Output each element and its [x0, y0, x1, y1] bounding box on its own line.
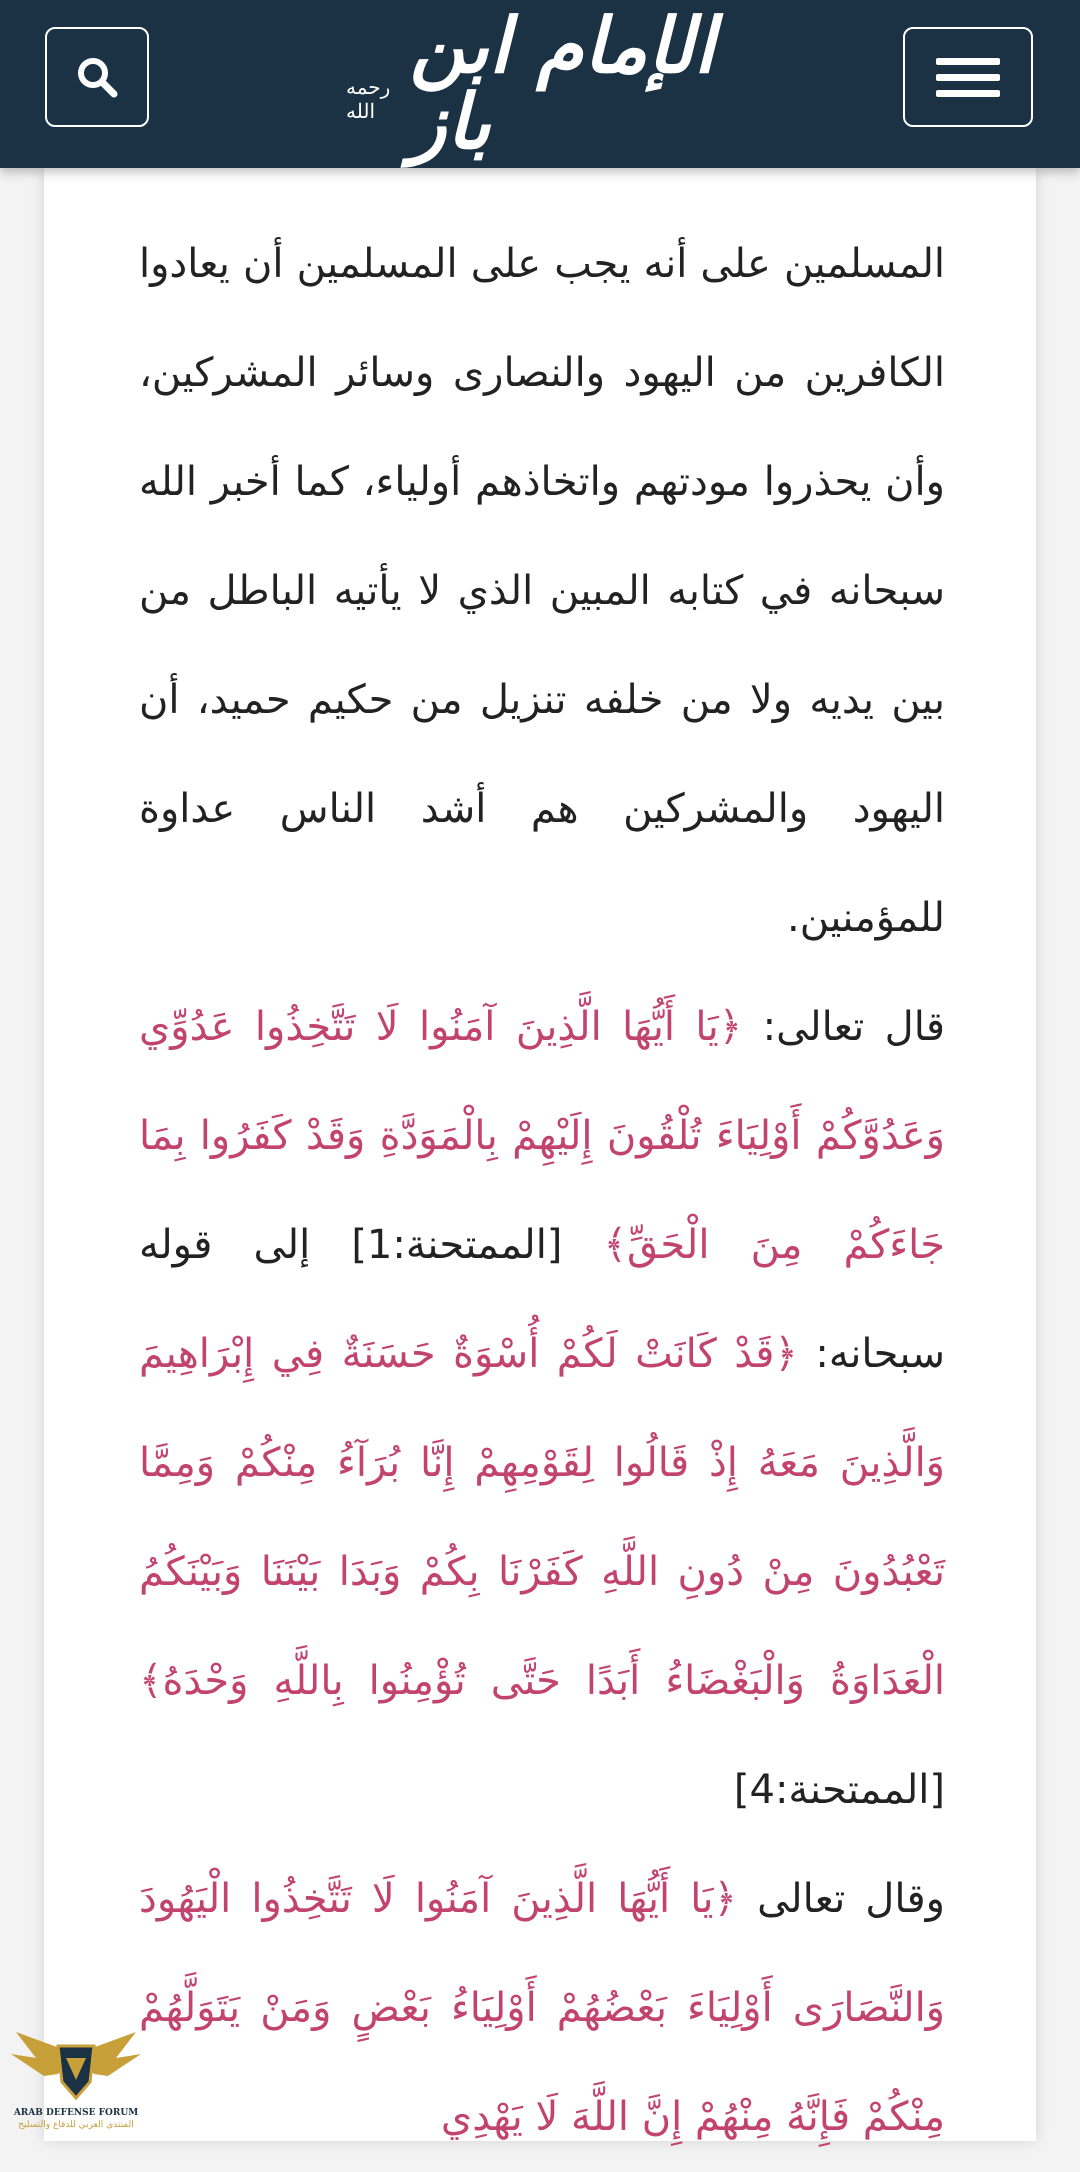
logo-text: الإمام ابن باز: [409, 1, 715, 166]
quran-open-bracket: ﴿: [774, 1331, 798, 1377]
quran-close-bracket: ﴾: [603, 1222, 627, 1268]
quran-verse: يَا أَيُّهَا الَّذِينَ آمَنُوا لَا تَتَّخِذُوا عَدُوِّي وَعَدُوَّكُمْ أَوْلِيَاءَ تُلْقُونَ إِلَيْهِمْ بِالْمَوَدَّةِ وَقَدْ كَفَرُوا بِمَا جَاءَكُمْ مِنَ الْحَقِّ: [139, 1004, 945, 1268]
eagle-emblem-icon: [6, 2024, 146, 2108]
search-icon: [75, 55, 119, 99]
verse-reference: [الممتحنة:4]: [733, 1767, 945, 1813]
quran-verse: قَدْ كَانَتْ لَكُمْ أُسْوَةٌ حَسَنَةٌ فِي إِبْرَاهِيمَ وَالَّذِينَ مَعَهُ إِذْ قَالُوا لِقَوْمِهِمْ إِنَّا بُرَآءُ مِنْكُمْ وَمِمَّا تَعْبُدُونَ مِنْ دُونِ اللَّهِ كَفَرْنَا بِكُمْ وَبَدَا بَيْنَنَا وَبَيْنَكُمُ الْعَدَاوَةُ وَالْبَغْضَاءُ أَبَدًا حَتَّى تُؤْمِنُوا بِاللَّهِ وَحْدَهُ: [139, 1331, 945, 1704]
article-content: [139, 210, 945, 2172]
hamburger-menu-icon: [936, 49, 1000, 106]
search-button[interactable]: [45, 27, 149, 127]
site-logo[interactable]: [340, 1, 740, 166]
top-navigation-bar: [0, 0, 1080, 168]
article-paragraph: [139, 1845, 945, 2172]
verse-reference: [الممتحنة:1]: [310, 1222, 604, 1268]
logo-honorific: رحمه الله: [346, 75, 391, 123]
menu-button[interactable]: [903, 27, 1033, 127]
quran-open-bracket: ﴿: [718, 1004, 743, 1050]
quran-open-bracket: ﴿: [713, 1876, 737, 1922]
quran-close-bracket: ﴾: [139, 1658, 163, 1704]
article-paragraph: المسلمين على أنه يجب على المسلمين أن يعادوا الكافرين من اليهود والنصارى وسائر المشركين، وأن يحذروا مودتهم واتخاذهم أولياء، كما أخبر الله سبحانه في كتابه المبين الذي لا يأتيه الباطل من بين يديه ولا من خلفه تنزيل من حكيم حميد، أن اليهود والمشركين هم أشد الناس عداوة للمؤمنين.: [139, 241, 945, 941]
watermark-title: ARAB DEFENSE FORUM: [13, 2108, 139, 2118]
paragraph-intro: قال تعالى:: [742, 1004, 946, 1050]
paragraph-text: إلى قوله سبحانه:: [139, 1222, 945, 1377]
watermark-subtitle: المنتدى العربي للدفاع والتسليح: [18, 2120, 134, 2130]
article-card: [44, 168, 1036, 2141]
paragraph-intro: وقال تعالى: [736, 1876, 945, 1922]
article-paragraph: [139, 973, 945, 1845]
forum-watermark: [6, 2024, 146, 2136]
quran-verse: يَا أَيُّهَا الَّذِينَ آمَنُوا لَا تَتَّخِذُوا الْيَهُودَ وَالنَّصَارَى أَوْلِيَاءَ بَعْضُهُمْ أَوْلِيَاءُ بَعْضٍ وَمَنْ يَتَوَلَّهُمْ مِنْكُمْ فَإِنَّهُ مِنْهُمْ إِنَّ اللَّهَ لَا يَهْدِي: [139, 1876, 945, 2140]
